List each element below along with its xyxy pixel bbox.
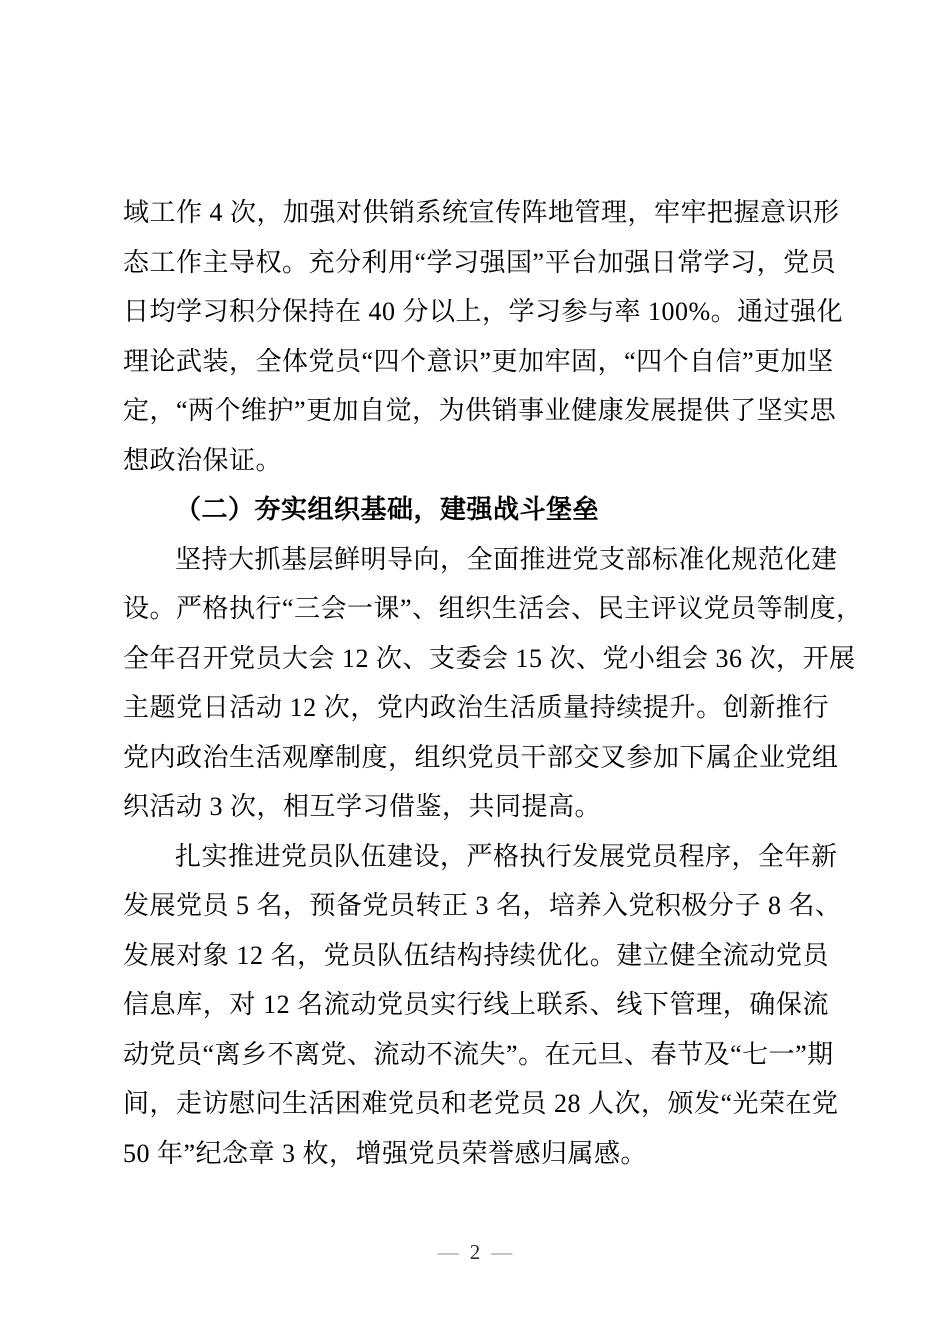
text-line: 主题党日活动 12 次，党内政治生活质量持续提升。创新推行 [123,693,829,722]
text-line: 信息库，对 12 名流动党员实行线上联系、线下管理，确保流 [123,990,829,1019]
text-line: 全年召开党员大会 12 次、支委会 15 次、党小组会 36 次，开展 [123,643,856,673]
text-line: 想政治保证。 [123,445,283,475]
footer-dash-right: — [491,1240,513,1264]
text-line: 动党员“离乡不离党、流动不流失”。在元旦、春节及“七一”期 [123,1039,834,1069]
text-line: 间，走访慰问生活困难党员和老党员 28 人次，颁发“光荣在党 [123,1089,839,1118]
text-line: 50 年”纪念章 3 枚，增强党员荣誉感归属感。 [123,1138,648,1168]
text-line: 扎实推进党员队伍建设，严格执行发展党员程序，全年新 [175,841,838,871]
text-line: 态工作主导权。充分利用“学习强国”平台加强日常学习，党员 [123,247,837,277]
text-line: 定，“两个维护”更加自觉，为供销事业健康发展提供了坚实思 [123,396,837,425]
text-line: 设。严格执行“三会一课”、组织生活会、民主评议党员等制度， [123,594,863,623]
page-body [123,188,863,1178]
text-line: 坚持大抓基层鲜明导向，全面推进党支部标准化规范化建 [175,544,838,574]
text-line: 理论武装，全体党员“四个意识”更加牢固，“四个自信”更加坚 [123,346,834,376]
page-footer [0,1238,950,1266]
text-line: 域工作 4 次，加强对供销系统宣传阵地管理，牢牢把握意识形 [123,198,840,227]
text-line: 日均学习积分保持在 40 分以上，学习参与率 100%。通过强化 [123,297,844,326]
text-line: 织活动 3 次，相互学习借鉴，共同提高。 [123,792,602,821]
footer-dash-left: — [437,1240,459,1264]
text-line: 发展对象 12 名，党员队伍结构持续优化。建立健全流动党员 [123,940,829,970]
text-line: 党内政治生活观摩制度，组织党员干部交叉参加下属企业党组 [123,742,839,772]
section-heading: （二）夯实组织基础，建强战斗堡垒 [175,494,600,524]
page-number: 2 [469,1240,481,1264]
text-line: 发展党员 5 名，预备党员转正 3 名，培养入党积极分子 8 名、 [123,891,842,920]
